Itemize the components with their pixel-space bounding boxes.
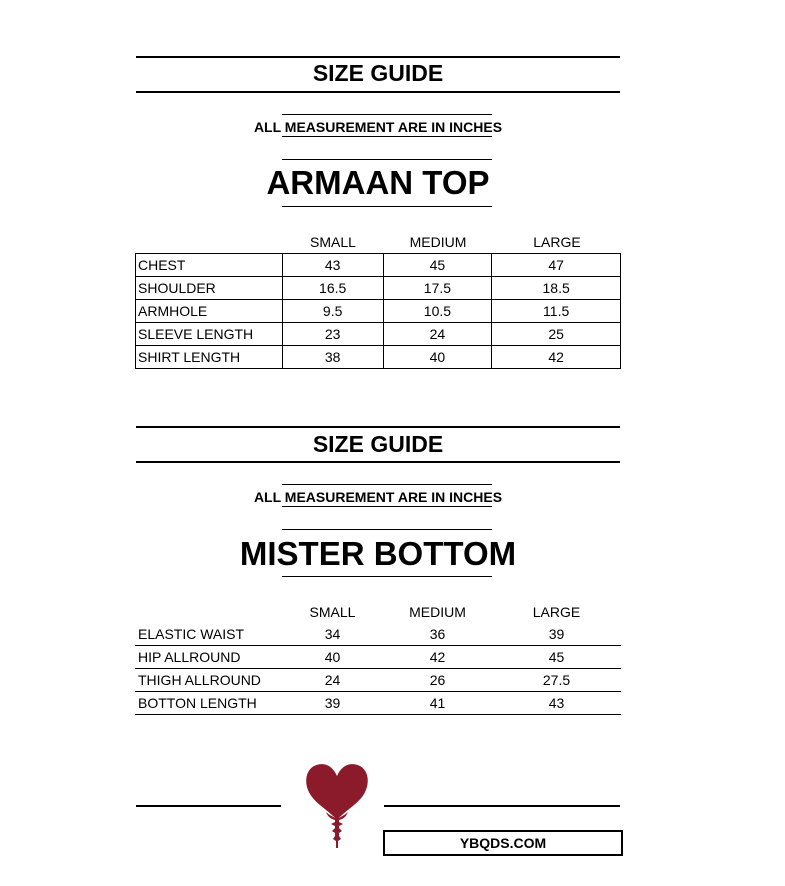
heading-rule [136, 91, 620, 93]
column-header-large: LARGE [532, 604, 581, 620]
measurement-note: ALL MEASUREMENT ARE IN INCHES [253, 119, 503, 135]
measurement-note: ALL MEASUREMENT ARE IN INCHES [253, 489, 503, 505]
cell-medium: 17.5 [383, 277, 492, 300]
row-label: ELASTIC WAIST [135, 623, 282, 646]
row-label: BOTTON LENGTH [135, 692, 282, 715]
product-title: MISTER BOTTOM [239, 535, 517, 572]
cell-small: 40 [282, 646, 383, 669]
cell-large: 11.5 [492, 300, 621, 323]
size-guide-heading: SIZE GUIDE [312, 431, 444, 457]
product-title: ARMAAN TOP [266, 164, 490, 201]
note-rule-top [282, 114, 492, 115]
size-table-top [135, 253, 621, 369]
top-rule [136, 56, 620, 58]
row-label: ARMHOLE [136, 300, 283, 323]
table-row [136, 346, 621, 369]
product-rule-top [282, 159, 492, 160]
column-header-small: SMALL [310, 234, 356, 250]
cell-large: 39 [492, 623, 621, 646]
cell-small: 9.5 [282, 300, 383, 323]
table-header-row [135, 601, 621, 623]
cell-large: 42 [492, 346, 621, 369]
row-label: HIP ALLROUND [135, 646, 282, 669]
column-header-large: LARGE [533, 234, 581, 250]
column-header-small: SMALL [309, 604, 356, 620]
cell-small: 16.5 [282, 277, 383, 300]
product-rule-bottom [282, 576, 492, 577]
cell-large: 47 [492, 254, 621, 277]
table-row [135, 623, 621, 646]
cell-small: 39 [282, 692, 383, 715]
cell-large: 27.5 [492, 669, 621, 692]
size-table-bottom [135, 601, 621, 715]
size-guide-heading: SIZE GUIDE [312, 60, 444, 86]
table-row [136, 277, 621, 300]
cell-medium: 24 [383, 323, 492, 346]
row-label: SHOULDER [136, 277, 283, 300]
cell-medium: 41 [383, 692, 492, 715]
heading-rule [136, 461, 620, 463]
row-label: THIGH ALLROUND [135, 669, 282, 692]
cell-large: 43 [492, 692, 621, 715]
row-label: SLEEVE LENGTH [136, 323, 283, 346]
cell-small: 23 [282, 323, 383, 346]
cell-medium: 45 [383, 254, 492, 277]
footer-rule-left [136, 805, 281, 807]
note-rule-top [282, 484, 492, 485]
table-row [136, 300, 621, 323]
table-row [136, 254, 621, 277]
heart-logo-icon [302, 762, 372, 850]
cell-large: 18.5 [492, 277, 621, 300]
note-rule-bottom [282, 136, 492, 137]
note-rule-bottom [282, 506, 492, 507]
cell-large: 45 [492, 646, 621, 669]
cell-large: 25 [492, 323, 621, 346]
website-label: YBQDS.COM [383, 830, 623, 856]
column-header-medium: MEDIUM [409, 604, 466, 620]
cell-small: 34 [282, 623, 383, 646]
table-row [135, 669, 621, 692]
top-rule [136, 426, 620, 428]
cell-medium: 40 [383, 346, 492, 369]
cell-small: 24 [282, 669, 383, 692]
cell-medium: 10.5 [383, 300, 492, 323]
row-label: SHIRT LENGTH [136, 346, 283, 369]
product-rule-top [282, 529, 492, 530]
cell-small: 43 [282, 254, 383, 277]
row-label: CHEST [136, 254, 283, 277]
cell-small: 38 [282, 346, 383, 369]
cell-medium: 26 [383, 669, 492, 692]
cell-medium: 42 [383, 646, 492, 669]
cell-medium: 36 [383, 623, 492, 646]
footer-rule-right [384, 805, 620, 807]
product-rule-bottom [282, 206, 492, 207]
column-header-medium: MEDIUM [409, 234, 467, 250]
table-row [135, 646, 621, 669]
table-row [135, 692, 621, 715]
table-row [136, 323, 621, 346]
